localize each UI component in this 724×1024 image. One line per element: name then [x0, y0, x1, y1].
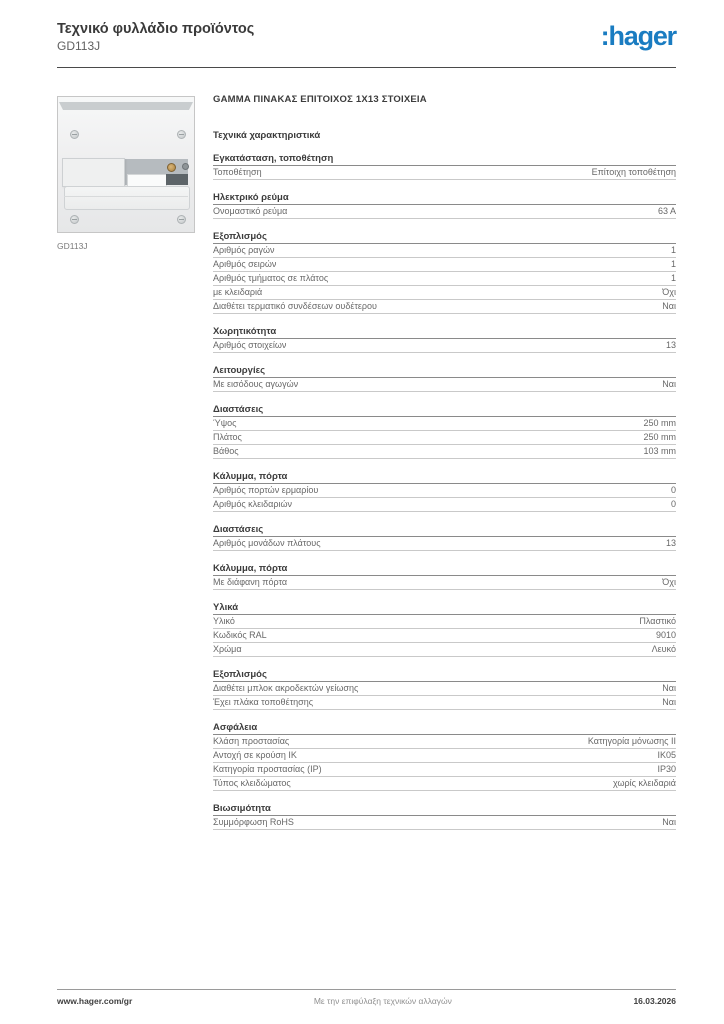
spec-section-title: Υλικά: [213, 603, 676, 615]
spec-section-rows: [213, 484, 676, 512]
spec-section-title: Κάλυμμα, πόρτα: [213, 564, 676, 576]
spec-section-title: Λειτουργίες: [213, 366, 676, 378]
spec-row-label: Με εισόδους αγωγών: [213, 379, 299, 389]
terminal-screw-icon: [167, 163, 176, 172]
product-code: GD113J: [57, 39, 101, 53]
technical-characteristics-title: Τεχνικά χαρακτηριστικά: [213, 130, 321, 141]
spec-section-title: Εξοπλισμός: [213, 232, 676, 244]
spec-row-value: 103 mm: [643, 446, 676, 456]
spec-row-value: 1: [670, 259, 676, 269]
spec-row-label: Υλικό: [213, 616, 235, 626]
spec-row: [213, 576, 676, 590]
spec-row-value: Ναι: [662, 697, 676, 707]
footer-date: 16.03.2026: [633, 996, 676, 1006]
spec-row: [213, 300, 676, 314]
spec-section-rows: [213, 166, 676, 180]
spec-row-value: Ναι: [662, 683, 676, 693]
spec-row-label: Αριθμός μονάδων πλάτους: [213, 538, 321, 548]
spec-row-label: Χρώμα: [213, 644, 242, 654]
spec-row: [213, 749, 676, 763]
spec-row-label: Αντοχή σε κρούση IK: [213, 750, 297, 760]
spec-row-label: Αριθμός στοιχείων: [213, 340, 287, 350]
spec-row: [213, 431, 676, 445]
spec-row: [213, 286, 676, 300]
spec-section: [213, 525, 676, 551]
spec-row: [213, 339, 676, 353]
spec-column: [213, 95, 676, 830]
spec-row: [213, 258, 676, 272]
spec-section-title: Εξοπλισμός: [213, 670, 676, 682]
spec-row-value: IP30: [657, 764, 676, 774]
spec-section-rows: [213, 205, 676, 219]
footer-disclaimer: Με την επιφύλαξη τεχνικών αλλαγών: [313, 996, 452, 1006]
spec-section-rows: [213, 537, 676, 551]
spec-section-rows: [213, 244, 676, 314]
spec-row-label: Με διάφανη πόρτα: [213, 577, 288, 587]
page-header: [57, 21, 676, 53]
spec-row-value: IK05: [657, 750, 676, 760]
spec-row: [213, 498, 676, 512]
spec-row-value: Επίτοιχη τοποθέτηση: [591, 167, 676, 177]
spec-row: [213, 272, 676, 286]
spec-row-label: Αριθμός ραγών: [213, 245, 275, 255]
screw-icon: [177, 130, 186, 139]
product-image-caption: GD113J: [57, 241, 88, 251]
spec-row: [213, 629, 676, 643]
header-divider: [57, 67, 676, 68]
spec-row-value: Λευκό: [651, 644, 676, 654]
spec-row: [213, 777, 676, 791]
spec-row-value: 0: [670, 485, 676, 495]
spec-row-value: χωρίς κλειδαριά: [612, 778, 676, 788]
spec-row-value: Κατηγορία μόνωσης II: [587, 736, 676, 746]
footer-website: www.hager.com/gr: [57, 996, 133, 1006]
spec-row-label: Ύψος: [213, 418, 237, 428]
spec-row: [213, 417, 676, 431]
spec-row-label: Ονομαστικό ρεύμα: [213, 206, 288, 216]
spec-row: [213, 537, 676, 551]
spec-section-rows: [213, 682, 676, 710]
spec-section: [213, 154, 676, 180]
spec-section-rows: [213, 576, 676, 590]
spec-section: [213, 603, 676, 657]
spec-row-label: Τύπος κλειδώματος: [213, 778, 291, 788]
spec-row-value: 250 mm: [643, 432, 676, 442]
spec-section-rows: [213, 615, 676, 657]
spec-row-label: με κλειδαριά: [213, 287, 263, 297]
footer-divider: [57, 989, 676, 990]
screw-icon: [70, 130, 79, 139]
spec-row: [213, 816, 676, 830]
spec-section-title: Ηλεκτρικό ρεύμα: [213, 193, 676, 205]
spec-row: [213, 735, 676, 749]
spec-row-label: Διαθέτει τερματικό συνδέσεων ουδέτερου: [213, 301, 377, 311]
hager-logo: :hager: [600, 21, 676, 51]
spec-row-value: Ναι: [662, 817, 676, 827]
spec-section-title: Διαστάσεις: [213, 525, 676, 537]
spec-row-label: Διαθέτει μπλοκ ακροδεκτών γείωσης: [213, 683, 359, 693]
spec-row-value: 9010: [655, 630, 676, 640]
spec-section: [213, 405, 676, 459]
spec-section: [213, 232, 676, 314]
spec-row-value: Όχι: [662, 287, 676, 297]
screw-icon: [177, 215, 186, 224]
spec-section-title: Βιωσιμότητα: [213, 804, 676, 816]
spec-section: [213, 193, 676, 219]
enclosure-panel-line: [64, 196, 188, 197]
spec-row-value: 13: [665, 538, 676, 548]
spec-row-label: Έχει πλάκα τοποθέτησης: [213, 697, 314, 707]
enclosure-bottom-panel: [64, 186, 190, 210]
spec-section: [213, 564, 676, 590]
enclosure-panel: [62, 158, 125, 187]
enclosure-top-band: [59, 102, 193, 110]
spec-section-rows: [213, 378, 676, 392]
spec-row-value: 13: [665, 340, 676, 350]
spec-row: [213, 445, 676, 459]
spec-row-value: Πλαστικό: [639, 616, 676, 626]
product-image-column: [57, 96, 197, 251]
header-titles: [57, 21, 254, 53]
spec-row-value: 63 A: [657, 206, 676, 216]
spec-row: [213, 244, 676, 258]
spec-row-label: Κατηγορία προστασίας (IP): [213, 764, 322, 774]
spec-row-value: 1: [670, 273, 676, 283]
spec-row-label: Αριθμός τμήματος σε πλάτος: [213, 273, 329, 283]
spec-row-label: Αριθμός κλειδαριών: [213, 499, 293, 509]
spec-section: [213, 804, 676, 830]
spec-row-value: Ναι: [662, 379, 676, 389]
spec-section-rows: [213, 816, 676, 830]
spec-section: [213, 472, 676, 512]
spec-row: [213, 682, 676, 696]
spec-row-label: Αριθμός σειρών: [213, 259, 277, 269]
enclosure-connector: [166, 174, 188, 185]
spec-section-title: Κάλυμμα, πόρτα: [213, 472, 676, 484]
spec-row: [213, 166, 676, 180]
spec-row: [213, 763, 676, 777]
document-title: Τεχνικό φυλλάδιο προϊόντος: [57, 21, 255, 37]
spec-row-label: Αριθμός πορτών ερμαρίου: [213, 485, 319, 495]
spec-section-rows: [213, 339, 676, 353]
spec-row-label: Κωδικός RAL: [213, 630, 267, 640]
spec-section-title: Ασφάλεια: [213, 723, 676, 735]
spec-row-value: Ναι: [662, 301, 676, 311]
spec-row-value: 1: [670, 245, 676, 255]
spec-row-label: Συμμόρφωση RoHS: [213, 817, 294, 827]
spec-row: [213, 378, 676, 392]
spec-section: [213, 366, 676, 392]
spec-section-rows: [213, 417, 676, 459]
spec-section: [213, 327, 676, 353]
spec-section-title: Χωρητικότητα: [213, 327, 676, 339]
spec-section: [213, 670, 676, 710]
spec-section-title: Εγκατάσταση, τοποθέτηση: [213, 154, 676, 166]
product-image: [57, 96, 195, 233]
page-footer: [57, 996, 676, 1006]
spec-row-value: Όχι: [662, 577, 676, 587]
product-name: GAMMA ΠΙΝΑΚΑΣ ΕΠΙΤΟΙΧΟΣ 1X13 ΣΤΟΙΧΕΙΑ: [213, 94, 427, 105]
screw-icon: [70, 215, 79, 224]
spec-section-title: Διαστάσεις: [213, 405, 676, 417]
spec-row: [213, 484, 676, 498]
spec-row: [213, 205, 676, 219]
spec-row-label: Βάθος: [213, 446, 239, 456]
screw-icon: [182, 163, 189, 170]
spec-row-value: 0: [670, 499, 676, 509]
spec-row-value: 250 mm: [643, 418, 676, 428]
spec-section: [213, 723, 676, 791]
spec-row: [213, 643, 676, 657]
spec-row-label: Κλάση προστασίας: [213, 736, 290, 746]
spec-row-label: Πλάτος: [213, 432, 242, 442]
spec-section-rows: [213, 735, 676, 791]
spec-row: [213, 696, 676, 710]
spec-row: [213, 615, 676, 629]
spec-sections: [213, 154, 676, 830]
spec-row-label: Τοποθέτηση: [213, 167, 262, 177]
